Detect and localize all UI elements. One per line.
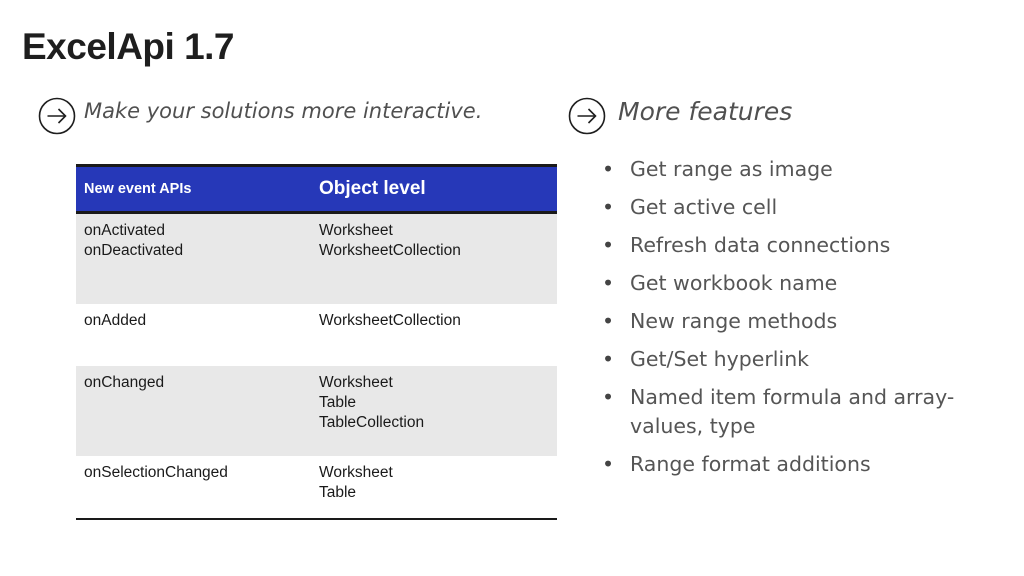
feature-text: Get/Set hyperlink [630,347,810,371]
feature-text: Get workbook name [630,271,838,295]
object-name: Worksheet [319,222,393,239]
event-cell [76,366,311,456]
table-row [76,213,557,305]
event-cell [76,213,311,305]
list-item [602,450,962,479]
event-name: onActivated [84,222,165,239]
bullet: • [602,233,615,257]
event-api-table [76,164,557,520]
table-row [76,304,557,366]
object-name: Table [319,394,357,411]
event-cell [76,456,311,519]
object-cell [311,366,557,456]
feature-text: Refresh data connections [630,233,891,257]
event-name: onDeactivated [84,242,184,259]
left-subtitle: Make your solutions more interactive. [84,99,483,123]
event-name: onAdded [84,312,147,329]
object-name: Worksheet [319,464,393,481]
arrow-right-circle-icon [568,97,606,135]
list-item [602,307,962,336]
object-cell [311,304,557,366]
bullet: • [602,385,615,409]
object-cell [311,456,557,519]
column-header-object-level: Object level [311,166,557,213]
right-subtitle: More features [618,97,793,126]
feature-text: Get range as image [630,157,833,181]
bullet: • [602,271,615,295]
list-item [602,231,962,260]
bullet: • [602,452,615,476]
event-name: onChanged [84,374,165,391]
bullet: • [602,347,615,371]
bullet: • [602,309,615,333]
slide-title: ExcelApi 1.7 [22,26,235,67]
bullet: • [602,157,615,181]
feature-text: New range methods [630,309,838,333]
features-list [602,155,962,488]
list-item [602,193,962,222]
table-row [76,456,557,519]
object-name: Table [319,484,357,501]
object-name: WorksheetCollection [319,312,461,329]
list-item [602,383,962,441]
feature-text: Get active cell [630,195,778,219]
object-cell [311,213,557,305]
feature-text: Range format additions [630,452,871,476]
arrow-right-circle-icon [38,97,76,135]
bullet: • [602,195,615,219]
event-name: onSelectionChanged [84,464,228,481]
object-name: Worksheet [319,374,393,391]
column-header-events: New event APIs [76,166,311,213]
object-name: WorksheetCollection [319,242,461,259]
list-item [602,269,962,298]
table-row [76,366,557,456]
event-cell [76,304,311,366]
list-item [602,345,962,374]
table-header-row [76,166,557,213]
object-name: TableCollection [319,414,425,431]
list-item [602,155,962,184]
feature-text: Named item formula and array-values, type [630,385,955,438]
